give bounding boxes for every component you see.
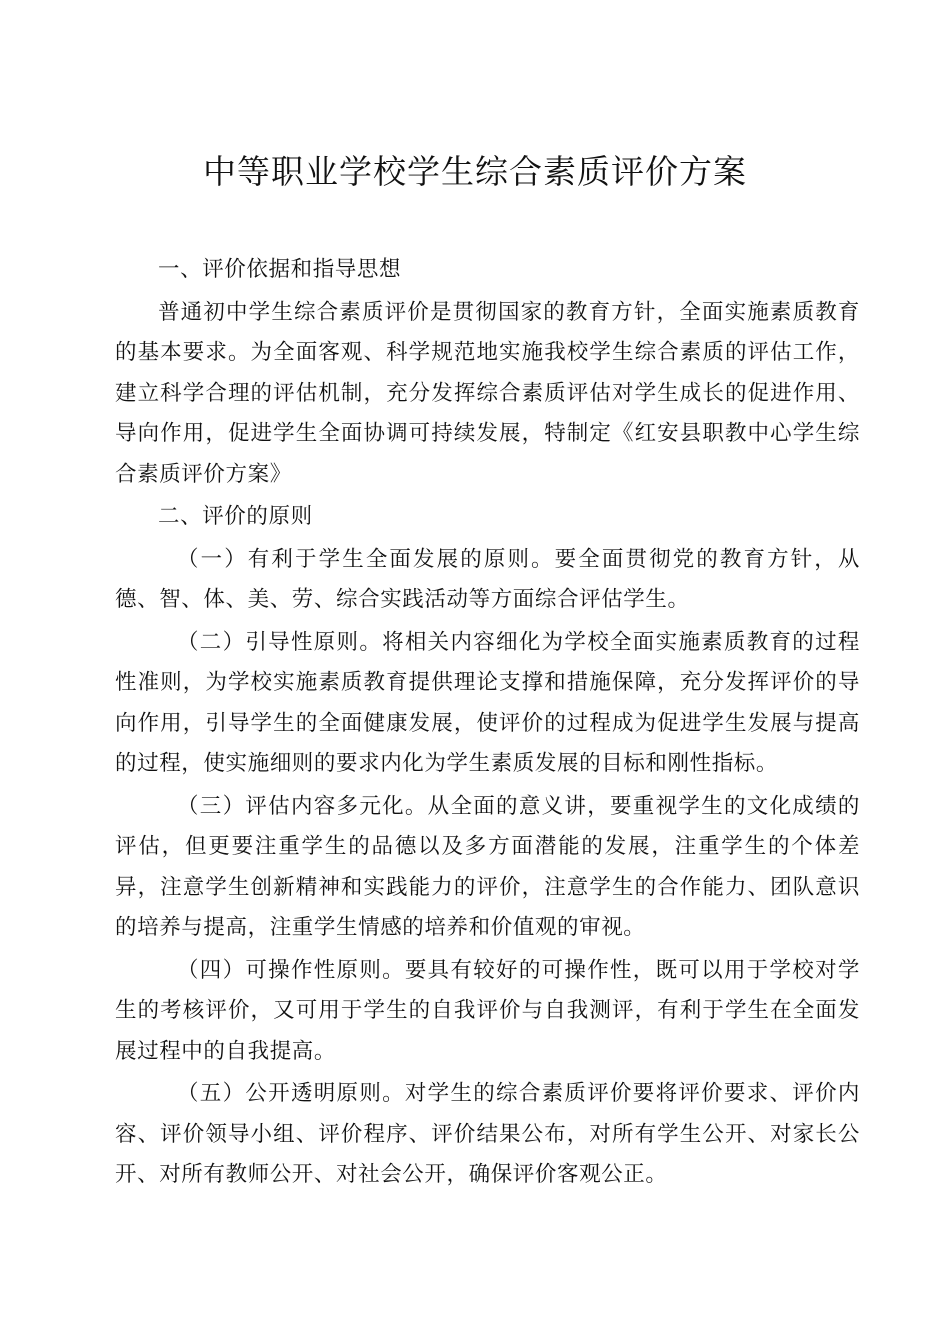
paragraph-principle-3: （三）评估内容多元化。从全面的意义讲，要重视学生的文化成绩的评估，但更要注重学生的品德以及多方面潜能的发展，注重学生的个体差异，注意学生创新精神和实践能力的评价，注意学生的合作能力、团队意识的培养与提高，注重学生情感的培养和价值观的审视。 [115, 793, 860, 940]
section-heading-2: 二、评价的原则 [158, 504, 313, 529]
paragraph-principle-2: （二）引导性原则。将相关内容细化为学校全面实施素质教育的过程性准则，为学校实施素质教育提供理论支撑和措施保障，充分发挥评价的导向作用，引导学生的全面健康发展，使评价的过程成为促进学生发展与提高的过程，使实施细则的要求内化为学生素质发展的目标和刚性指标。 [115, 629, 860, 776]
paragraph-principle-4: （四）可操作性原则。要具有较好的可操作性，既可以用于学校对学生的考核评价，又可用于学生的自我评价与自我测评，有利于学生在全面发展过程中的自我提高。 [115, 957, 860, 1064]
paragraph-principle-5: （五）公开透明原则。对学生的综合素质评价要将评价要求、评价内容、评价领导小组、评价程序、评价结果公布，对所有学生公开、对家长公开、对所有教师公开、对社会公开，确保评价客观公正。 [115, 1081, 860, 1187]
paragraph-basis: 普通初中学生综合素质评价是贯彻国家的教育方针，全面实施素质教育的基本要求。为全面客观、科学规范地实施我校学生综合素质的评估工作，建立科学合理的评估机制，充分发挥综合素质评估对学生成长的促进作用、导向作用，促进学生全面协调可持续发展，特制定《红安县职教中心学生综合素质评价方案》 [115, 299, 860, 487]
document-title: 中等职业学校学生综合素质评价方案 [203, 152, 747, 191]
paragraph-principle-1: （一）有利于学生全面发展的原则。要全面贯彻党的教育方针，从德、智、体、美、劳、综合实践活动等方面综合评估学生。 [115, 546, 860, 612]
document-body [115, 250, 860, 1198]
section-heading-1: 一、评价依据和指导思想 [158, 257, 402, 282]
